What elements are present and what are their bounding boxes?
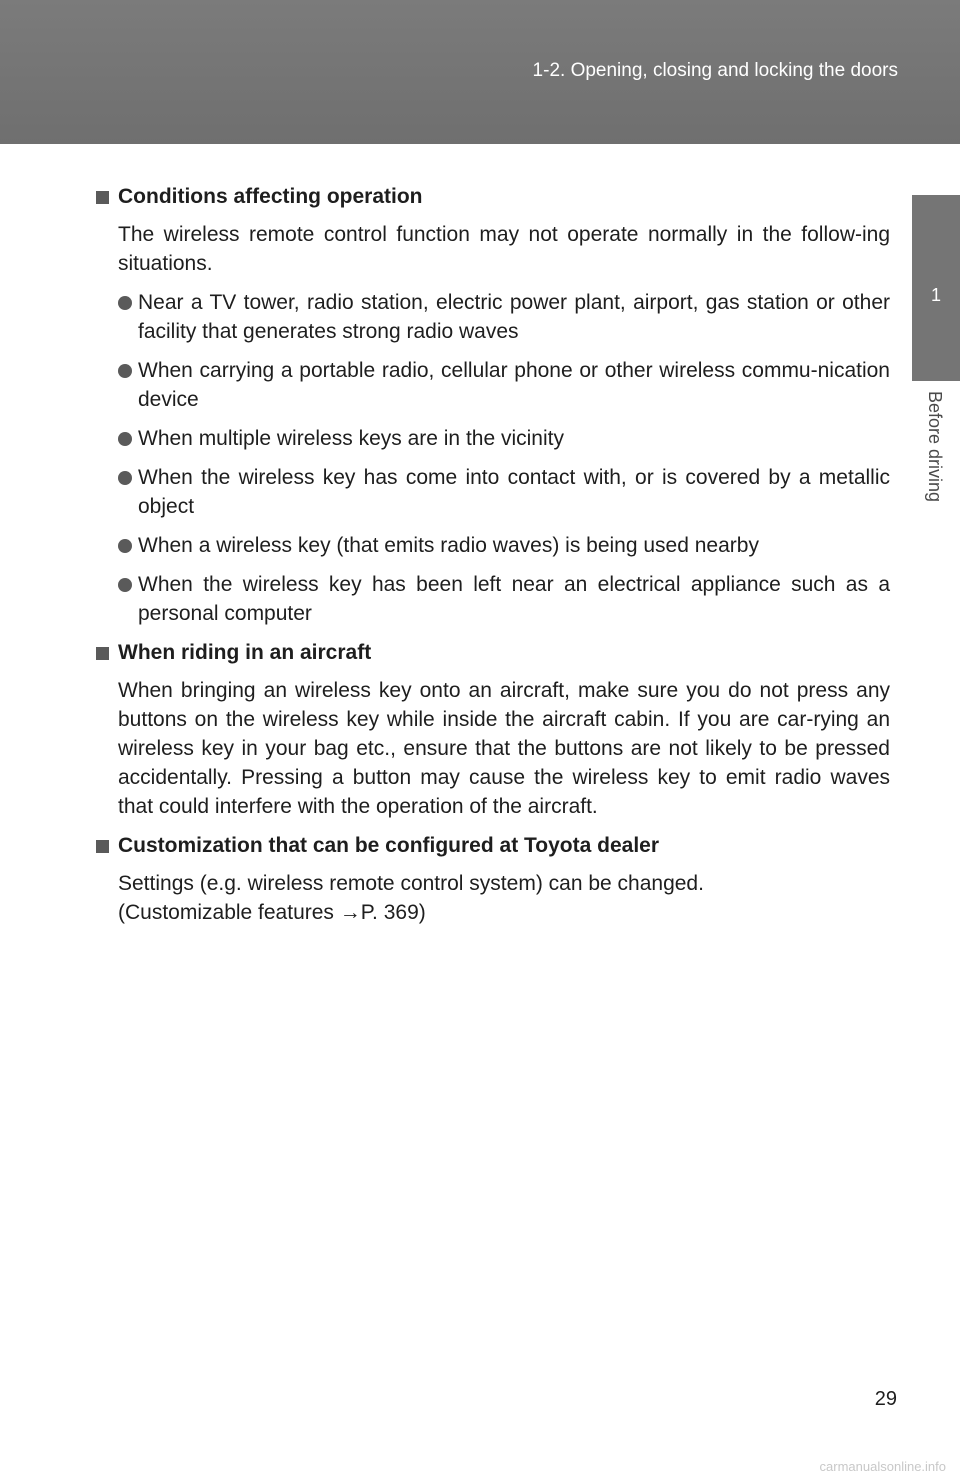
list-item: When multiple wireless keys are in the vicinity (118, 424, 890, 453)
list-item: When the wireless key has been left near an electrical appliance such as a personal computer (118, 570, 890, 628)
section-customization (96, 831, 890, 927)
chapter-number: 1 (930, 285, 941, 305)
watermark: carmanualsonline.info (819, 1459, 946, 1474)
section-heading: Conditions affecting operation (96, 182, 890, 211)
list-item: When the wireless key has come into contact with, or is covered by a metallic object (118, 463, 890, 521)
list-item: When a wireless key (that emits radio waves) is being used nearby (118, 531, 890, 560)
square-bullet-icon (96, 647, 109, 660)
circle-bullet-icon (118, 578, 132, 592)
chapter-title-area (912, 381, 960, 549)
section-aircraft (96, 638, 890, 821)
page-content (96, 182, 890, 937)
circle-bullet-icon (118, 364, 132, 378)
circle-bullet-icon (118, 296, 132, 310)
section-body: When bringing an wireless key onto an aircraft, make sure you do not press any buttons on the wireless key while inside the aircraft cabin. If you are car-rying an wireless key in your bag etc., ensure that the buttons are not likely to be pressed accidentally. Pressing a button may cause the wireless key to emit radio waves that could interfere with the operation of the aircraft. (118, 679, 890, 818)
list-item: When carrying a portable radio, cellular phone or other wireless commu-nication device (118, 356, 890, 414)
circle-bullet-icon (118, 471, 132, 485)
square-bullet-icon (96, 840, 109, 853)
section-body: The wireless remote control function may not operate normally in the follow-ing situations. (118, 223, 890, 275)
section-conditions (96, 182, 890, 628)
page-number: 29 (874, 1388, 897, 1410)
section-heading: Customization that can be configured at Toyota dealer (96, 831, 890, 860)
chapter-tab (912, 195, 960, 381)
chapter-title: Before driving (925, 391, 945, 503)
bullet-list (96, 288, 890, 628)
circle-bullet-icon (118, 432, 132, 446)
list-item: Near a TV tower, radio station, electric power plant, airport, gas station or other facility that generates strong radio waves (118, 288, 890, 346)
page-header (0, 0, 960, 144)
square-bullet-icon (96, 191, 109, 204)
circle-bullet-icon (118, 539, 132, 553)
section-body-line: Settings (e.g. wireless remote control system) can be changed. (118, 872, 704, 895)
section-heading: When riding in an aircraft (96, 638, 890, 667)
cross-reference: (Customizable features →P. 369) (118, 901, 426, 924)
section-title: 1-2. Opening, closing and locking the doors (532, 60, 898, 81)
